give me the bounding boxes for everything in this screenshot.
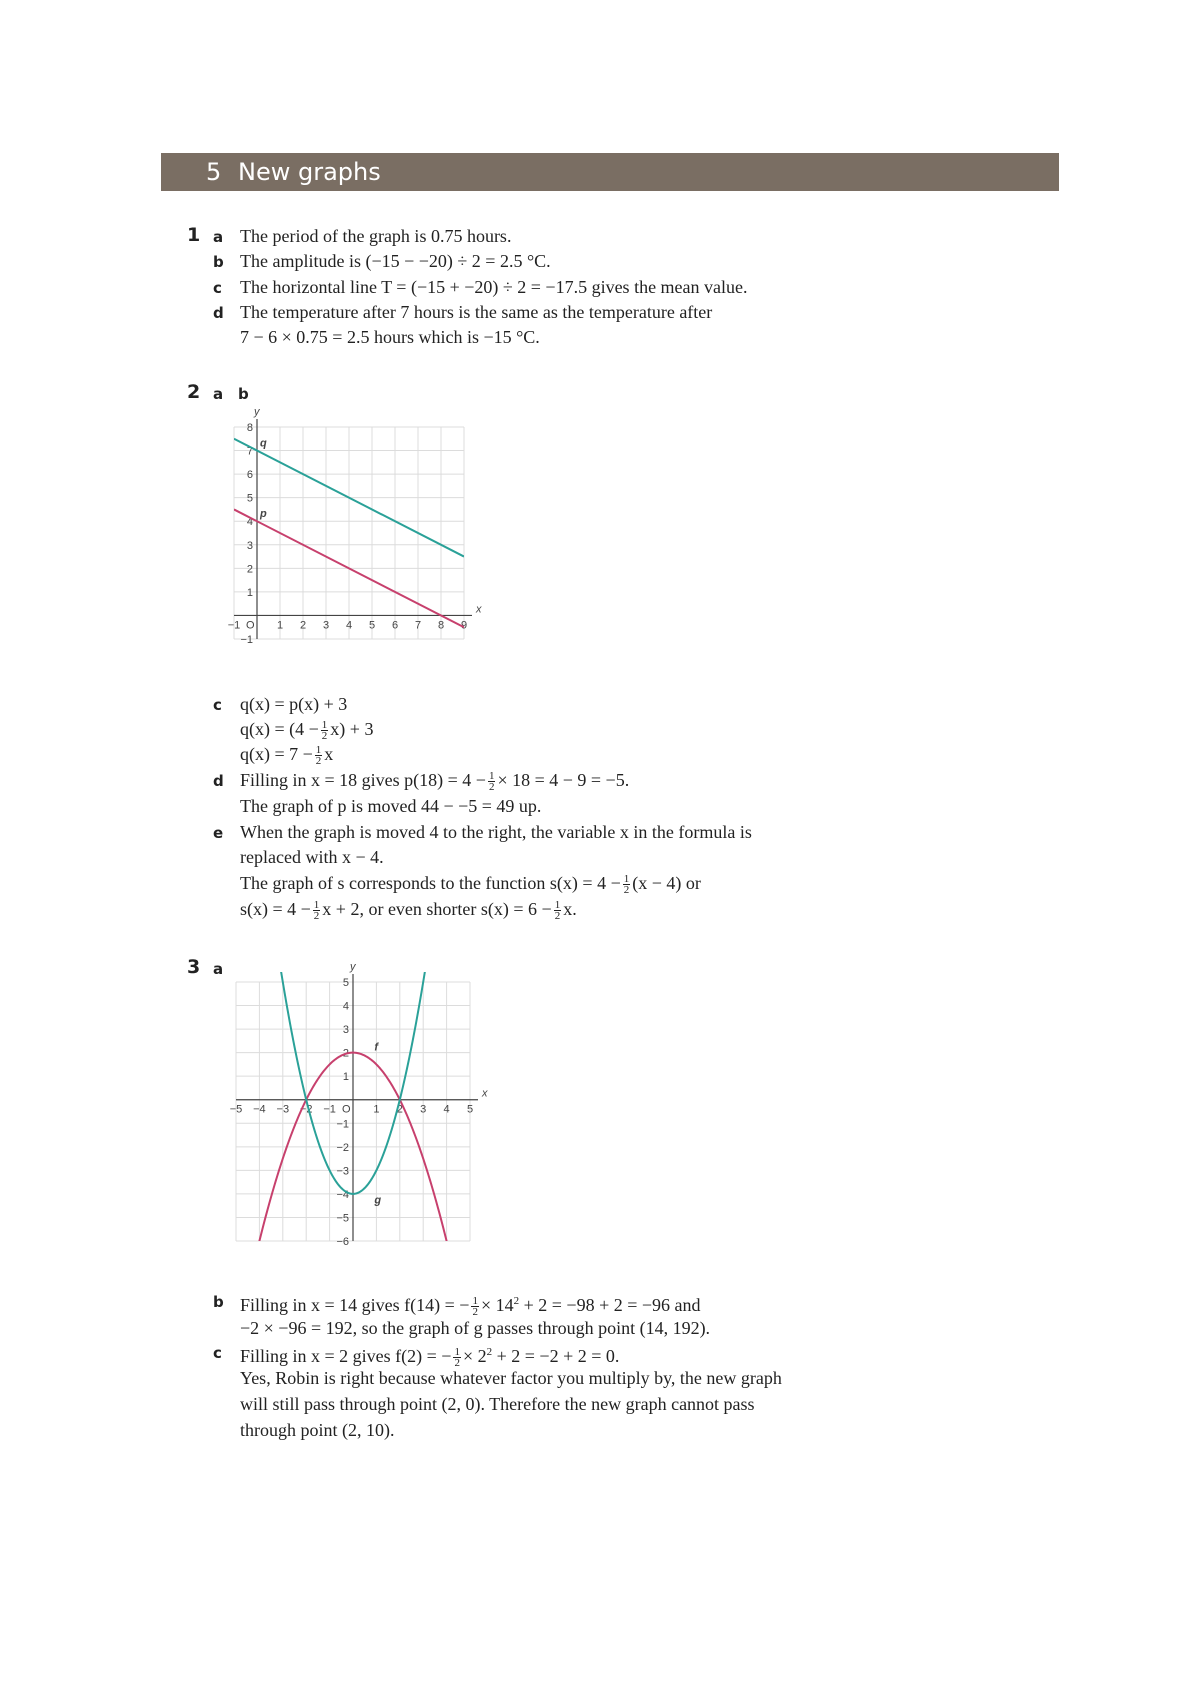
section-title: New graphs xyxy=(238,158,381,186)
q1-b-label: b xyxy=(213,253,224,271)
q2-e-line-1: When the graph is moved 4 to the right, the variable x in the formula is xyxy=(240,822,752,842)
y-tick-label: 3 xyxy=(246,539,253,552)
x-tick-label: 7 xyxy=(414,619,422,632)
x-tick-label: 2 xyxy=(396,1103,403,1116)
q2-d-line-2: The graph of p is moved 44 − −5 = 49 up. xyxy=(240,796,542,816)
series-label-g: g xyxy=(374,1194,382,1207)
fraction-half: $\frac{1}{2}$ xyxy=(623,873,630,897)
y-tick-label: 4 xyxy=(246,516,253,529)
x-tick-label: −2 xyxy=(299,1103,313,1116)
q2-c-label: c xyxy=(213,696,222,714)
fraction-half: $\frac{1}{2}$ xyxy=(488,770,495,794)
y-tick-label: 8 xyxy=(246,422,253,434)
origin-label: O xyxy=(246,619,255,632)
y-tick-label: −6 xyxy=(336,1236,349,1248)
x-tick-label: 5 xyxy=(368,619,376,632)
y-tick-label: −4 xyxy=(336,1188,349,1201)
q2-c-line-3: q(x) = 7 − $\frac{1}{2}$ x xyxy=(240,744,334,768)
q1-d-text-1: The temperature after 7 hours is the same as the temperature after xyxy=(240,302,713,322)
y-tick-label: 6 xyxy=(246,469,253,482)
q3-b-line-2: −2 × −96 = 192, so the graph of g passes through point (14, 192). xyxy=(240,1318,711,1338)
q1-d-text-2: 7 − 6 × 0.75 = 2.5 hours which is −15 °C. xyxy=(240,327,540,347)
fraction-half: $\frac{1}{2}$ xyxy=(321,719,328,743)
y-tick-label: −3 xyxy=(336,1165,349,1178)
q2-b-label: b xyxy=(238,385,249,403)
series-label-p: p xyxy=(260,508,267,521)
y-axis-label: y xyxy=(254,406,260,418)
y-tick-label: 5 xyxy=(246,492,253,505)
q2-c-line-2: q(x) = (4 − $\frac{1}{2}$ x) + 3 xyxy=(240,719,374,743)
fraction-half: $\frac{1}{2}$ xyxy=(554,899,561,923)
q2-e-line-4: s(x) = 4 − $\frac{1}{2}$ x + 2, or even shorter s(x) = 6 − $\frac{1}{2}$ x. xyxy=(240,899,577,923)
q2-d-label: d xyxy=(213,772,224,790)
y-tick-label: −2 xyxy=(336,1141,349,1154)
q3-c-line-4: through point (2, 10). xyxy=(240,1420,395,1440)
y-tick-label: 5 xyxy=(342,977,349,989)
y-tick-label: −1 xyxy=(336,1118,349,1131)
parabola-graph-chart xyxy=(222,960,522,1270)
q2-e-label: e xyxy=(213,824,224,842)
section-number: 5 xyxy=(206,158,222,186)
y-axis-label: y xyxy=(350,961,356,973)
x-tick-label: 2 xyxy=(299,619,307,632)
q3-c-line-2: Yes, Robin is right because whatever factor you multiply by, the new graph xyxy=(240,1368,782,1388)
origin-label: O xyxy=(342,1103,351,1116)
fraction-half: $\frac{1}{2}$ xyxy=(472,1295,478,1319)
linear-graph-chart xyxy=(222,405,522,685)
fraction-half: $\frac{1}{2}$ xyxy=(454,1346,460,1370)
x-tick-label: 1 xyxy=(373,1103,380,1116)
q2-e-line-3: The graph of s corresponds to the function s(x) = 4 − $\frac{1}{2}$ (x − 4) or xyxy=(240,873,701,897)
q2-d-line-1: Filling in x = 18 gives p(18) = 4 − $\frac{1}{2}$ × 18 = 4 − 9 = −5. xyxy=(240,770,630,794)
x-tick-label: 6 xyxy=(391,619,399,632)
question-number-1: 1 xyxy=(187,224,201,246)
x-axis-label: x xyxy=(482,1087,488,1100)
q1-d-label: d xyxy=(213,304,224,322)
x-tick-label: 8 xyxy=(437,619,445,632)
x-tick-label: 9 xyxy=(460,619,468,632)
q1-a-text: The period of the graph is 0.75 hours. xyxy=(240,226,512,246)
q2-c-line-1: q(x) = p(x) + 3 xyxy=(240,694,348,714)
x-tick-label: 3 xyxy=(420,1103,427,1116)
y-tick-label: 7 xyxy=(246,445,253,458)
q3-c-label: c xyxy=(213,1344,222,1362)
fraction-half: $\frac{1}{2}$ xyxy=(315,744,322,768)
x-tick-label: −1 xyxy=(323,1103,336,1116)
q3-c-line-3: will still pass through point (2, 0). Therefore the new graph cannot pass xyxy=(240,1394,755,1414)
x-tick-label: 1 xyxy=(276,619,284,632)
q3-b-label: b xyxy=(213,1293,224,1311)
question-number-2: 2 xyxy=(187,381,201,403)
x-axis-label: x xyxy=(476,603,482,616)
y-tick-label: −1 xyxy=(240,634,253,646)
x-tick-label: −4 xyxy=(253,1103,266,1116)
q3-b-line-1: Filling in x = 14 gives f(14) = − $\frac{1}{2}$ × $14^2 + 2 = -98 + 2 = -96$ and xyxy=(240,1295,701,1319)
y-tick-label: 3 xyxy=(342,1024,349,1037)
q2-e-line-2: replaced with x − 4. xyxy=(240,847,384,867)
y-tick-label: 4 xyxy=(342,1000,349,1013)
q3-a-label: a xyxy=(213,960,224,978)
series-label-q: q xyxy=(260,437,267,450)
q1-b-text: The amplitude is (−15 − −20) ÷ 2 = 2.5 °C. xyxy=(240,251,551,271)
q1-c-text: The horizontal line T = (−15 + −20) ÷ 2 = −17.5 gives the mean value. xyxy=(240,277,748,297)
y-tick-label: 1 xyxy=(342,1071,349,1084)
q3-c-line-1: Filling in x = 2 gives f(2) = − $\frac{1}{2}$ × $2^2 + 2 = -2 + 2 = 0$. xyxy=(240,1346,620,1370)
series-label-f: f xyxy=(374,1041,379,1054)
q1-c-label: c xyxy=(213,279,222,297)
x-tick-label: 4 xyxy=(345,619,353,632)
x-tick-label: −1 xyxy=(227,619,241,632)
y-tick-label: 2 xyxy=(246,563,253,576)
x-tick-label: −5 xyxy=(229,1103,243,1116)
fraction-half: $\frac{1}{2}$ xyxy=(313,899,320,923)
y-tick-label: −5 xyxy=(336,1212,349,1225)
y-tick-label: 1 xyxy=(246,586,253,599)
q1-a-label: a xyxy=(213,228,224,246)
question-number-3: 3 xyxy=(187,956,201,978)
x-tick-label: 4 xyxy=(443,1103,450,1116)
x-tick-label: 3 xyxy=(322,619,330,632)
x-tick-label: 5 xyxy=(466,1103,474,1116)
x-tick-label: −3 xyxy=(276,1103,290,1116)
q2-a-label: a xyxy=(213,385,224,403)
y-tick-label: 2 xyxy=(342,1047,349,1060)
section-banner xyxy=(161,153,1059,191)
